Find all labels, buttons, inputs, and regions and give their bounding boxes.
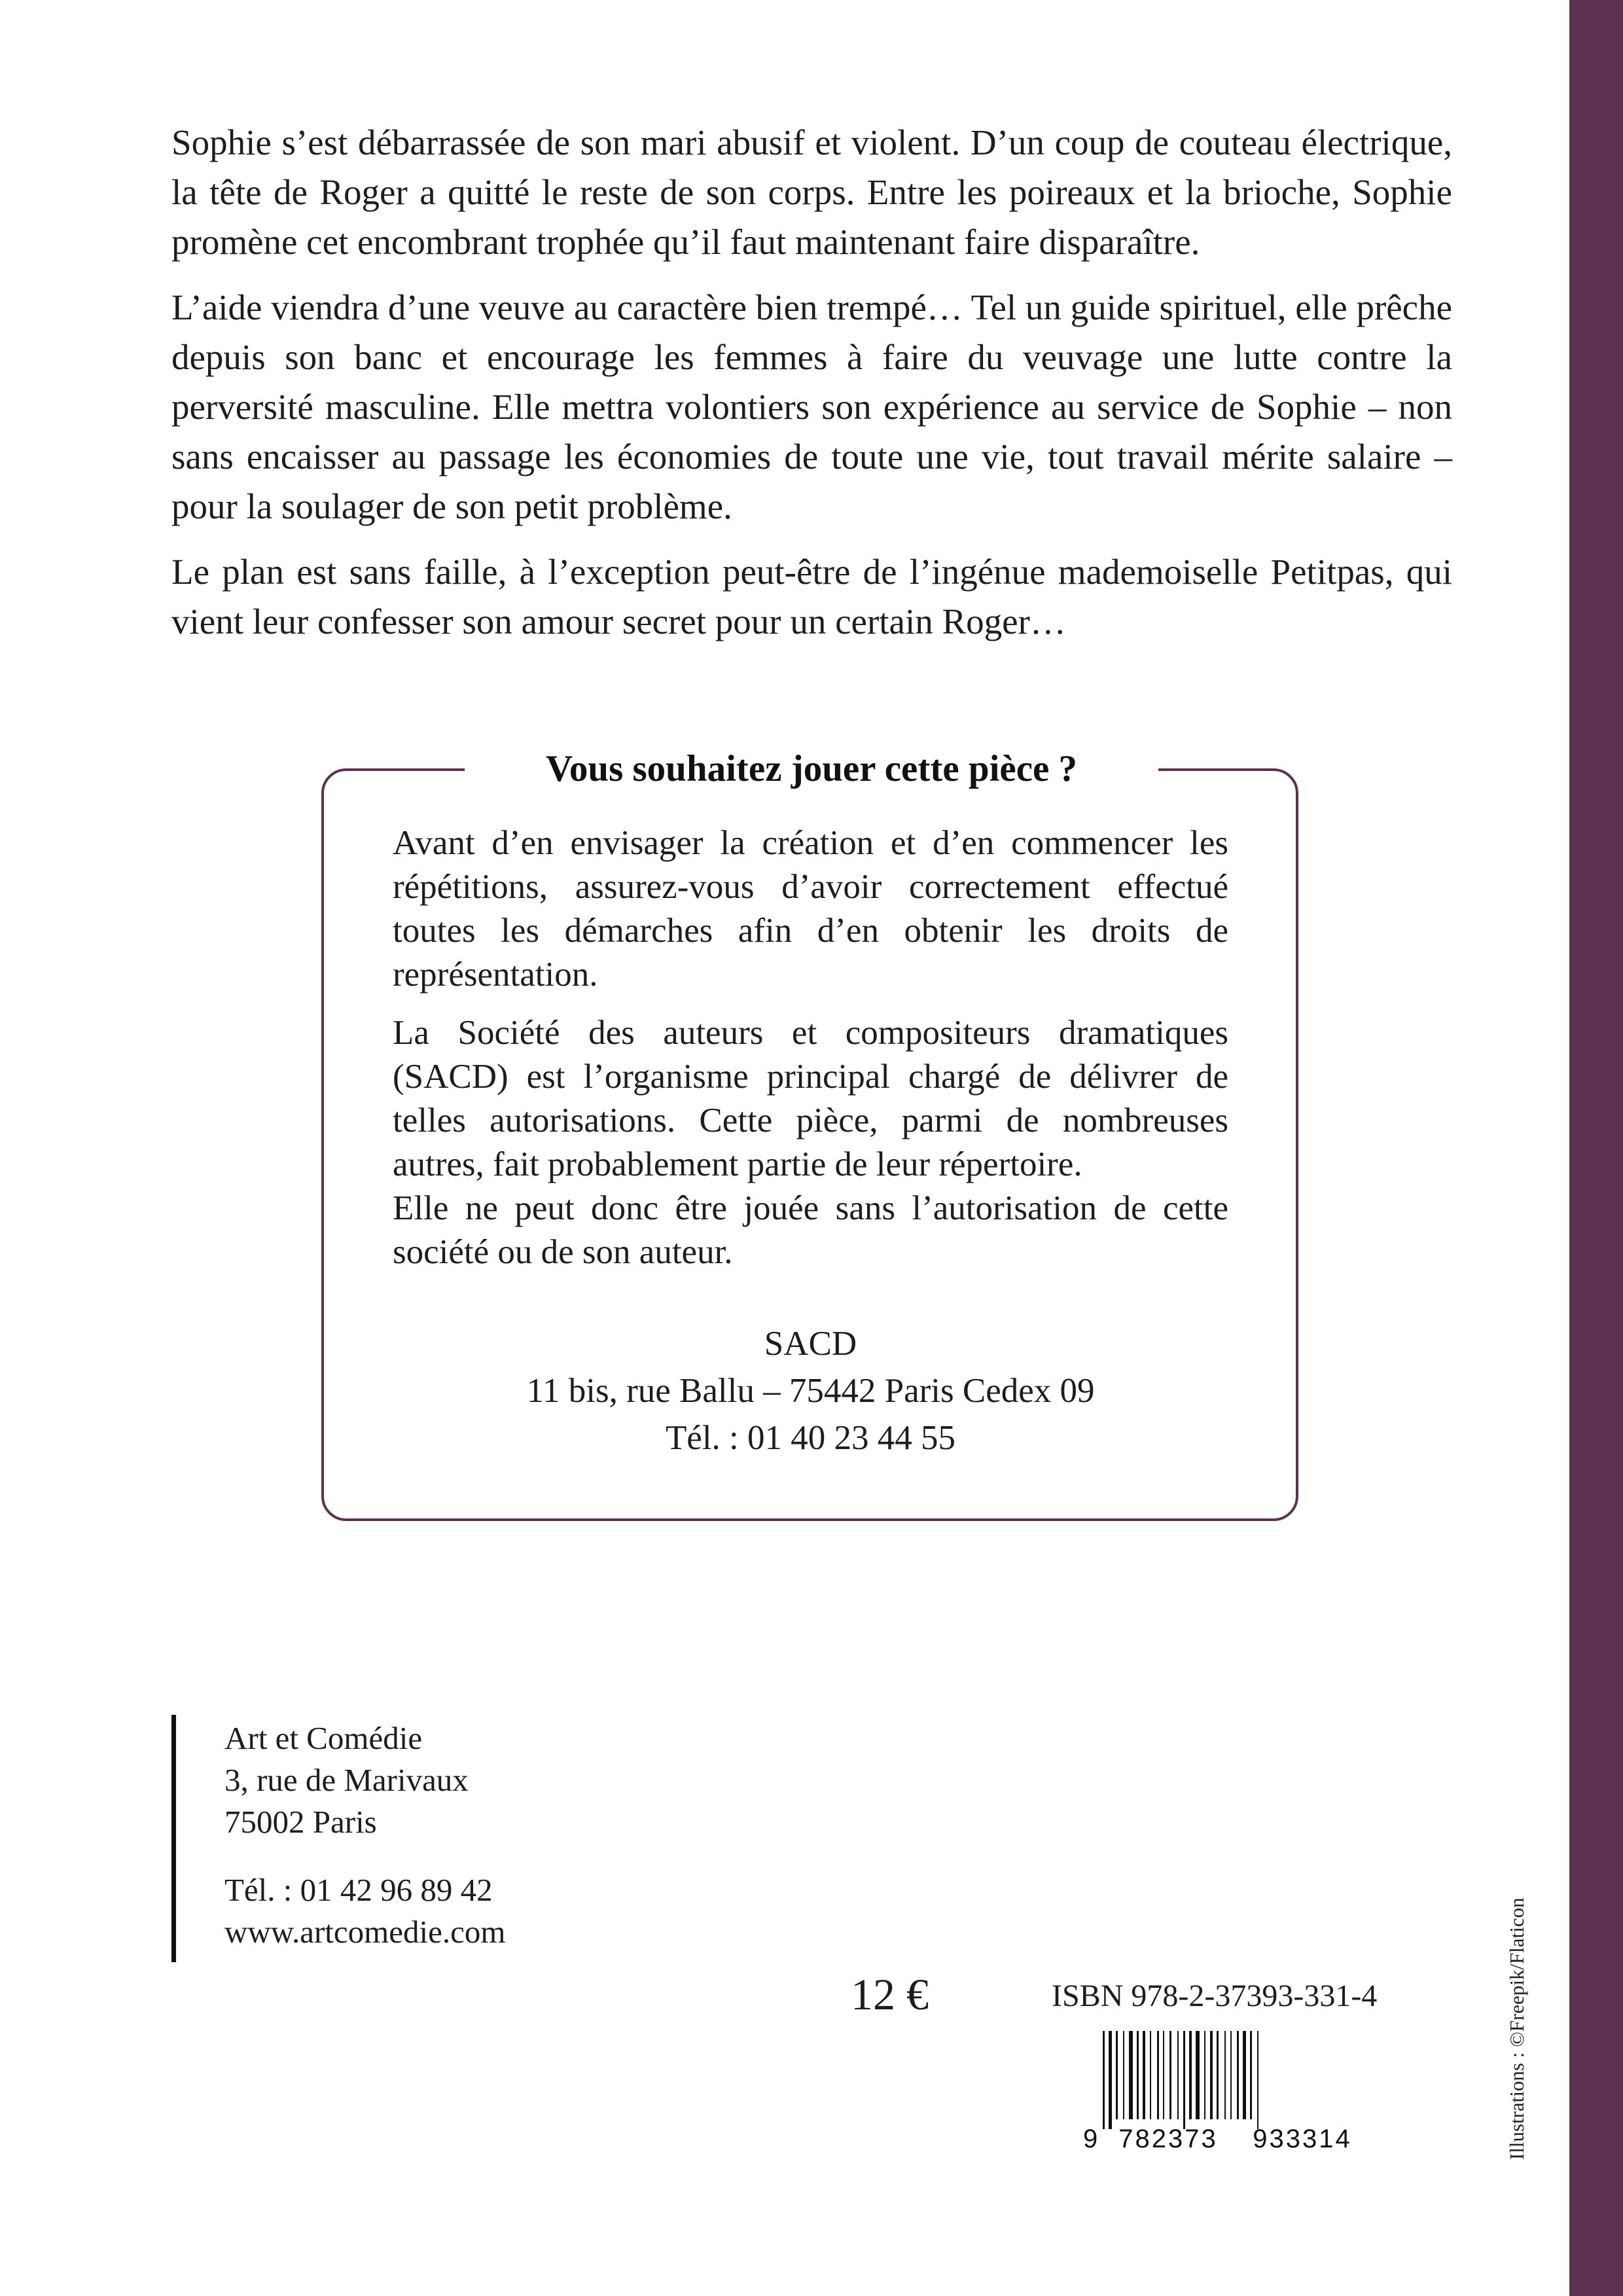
barcode-bar bbox=[1169, 2031, 1171, 2119]
sacd-phone: Tél. : 01 40 23 44 55 bbox=[665, 1419, 956, 1457]
barcode-bar bbox=[1210, 2031, 1213, 2119]
rights-notice-body bbox=[393, 821, 1228, 1289]
sacd-name: SACD bbox=[764, 1325, 857, 1363]
summary-paragraph: Le plan est sans faille, à l’exception peut-être de l’ingénue mademoiselle Petitpas, qui vient leur confesser son amour secret pour un certain Roger… bbox=[171, 552, 1452, 641]
publisher-divider bbox=[171, 1715, 176, 1962]
barcode-bars bbox=[1103, 2031, 1258, 2129]
barcode-bar bbox=[1109, 2031, 1112, 2129]
notice-paragraph: Elle ne peut donc être jouée sans l’autorisation de cette société ou de son auteur. bbox=[393, 1189, 1228, 1271]
barcode-bar bbox=[1183, 2031, 1185, 2129]
publisher-block bbox=[224, 1717, 683, 1953]
barcode-first-digit: 9 bbox=[1083, 2125, 1098, 2151]
barcode-bar bbox=[1157, 2031, 1159, 2119]
barcode-bar bbox=[1177, 2031, 1179, 2119]
barcode-bar bbox=[1129, 2031, 1133, 2119]
barcode-bar bbox=[1163, 2031, 1164, 2119]
barcode-bar bbox=[1250, 2031, 1252, 2119]
notice-paragraph: La Société des auteurs et compositeurs dramatiques (SACD) est l’organisme principal chargé de délivrer de telles autorisations. Cette pièce, parmi de nombreuses autres, fait probablement partie de leur répertoire. bbox=[393, 1014, 1228, 1183]
illustration-credit: Illustrations : ©Freepik/Flaticon bbox=[1505, 1897, 1528, 2160]
barcode-bar bbox=[1123, 2031, 1124, 2119]
back-cover-summary bbox=[171, 118, 1452, 662]
barcode-bar bbox=[1103, 2031, 1105, 2129]
publisher-phone: Tél. : 01 42 96 89 42 bbox=[224, 1872, 493, 1908]
sacd-address: 11 bis, rue Ballu – 75442 Paris Cedex 09 bbox=[526, 1372, 1095, 1410]
publisher-name: Art et Comédie bbox=[224, 1720, 423, 1756]
barcode-bar bbox=[1224, 2031, 1226, 2119]
publisher-city: 75002 Paris bbox=[224, 1804, 377, 1840]
barcode-bar bbox=[1257, 2031, 1258, 2129]
barcode-bar bbox=[1243, 2031, 1246, 2119]
barcode bbox=[1077, 2031, 1374, 2151]
summary-paragraph: Sophie s’est débarrassée de son mari abusif et violent. D’un coup de couteau électrique, la tête de Roger a quitté le reste de son corps. Entre les poireaux et la brioche, Sophie promène cet encombrant trophée qu’il faut maintenant faire disparaître. bbox=[171, 122, 1452, 262]
isbn: ISBN 978-2-37393-331-4 bbox=[1052, 1979, 1378, 2013]
barcode-bar bbox=[1217, 2031, 1219, 2119]
barcode-bar bbox=[1196, 2031, 1200, 2119]
notice-paragraph: Avant d’en envisager la création et d’en commencer les répétitions, assurez-vous d’avoir correctement effectué toutes les démarches afin d’en obtenir les droits de représentation. bbox=[393, 824, 1228, 994]
barcode-bar bbox=[1230, 2031, 1232, 2119]
barcode-bar bbox=[1116, 2031, 1118, 2119]
barcode-right-group: 933314 bbox=[1253, 2125, 1352, 2151]
price: 12 € bbox=[851, 1969, 929, 2019]
barcode-bar bbox=[1204, 2031, 1205, 2119]
sacd-contact bbox=[393, 1320, 1228, 1462]
publisher-website[interactable]: www.artcomedie.com bbox=[224, 1914, 506, 1950]
barcode-left-group: 782373 bbox=[1118, 2125, 1218, 2151]
barcode-bar bbox=[1150, 2031, 1151, 2119]
summary-paragraph: L’aide viendra d’une veuve au caractère bien trempé… Tel un guide spirituel, elle prêche depuis son banc et encourage les femmes à faire du veuvage une lutte contre la perversité masculine. Elle mettra volontiers son expérience au service de Sophie – non sans encaisser au passage les économies de toute une vie, tout travail mérite salaire – pour la soulager de son petit problème. bbox=[171, 287, 1452, 526]
barcode-bar bbox=[1189, 2031, 1192, 2119]
barcode-bar bbox=[1143, 2031, 1145, 2119]
purple-side-band bbox=[1569, 0, 1623, 2296]
barcode-bar bbox=[1237, 2031, 1239, 2119]
rights-notice-title: Vous souhaitez jouer cette pièce ? bbox=[465, 746, 1158, 792]
publisher-street: 3, rue de Marivaux bbox=[224, 1762, 469, 1798]
barcode-bar bbox=[1137, 2031, 1139, 2119]
